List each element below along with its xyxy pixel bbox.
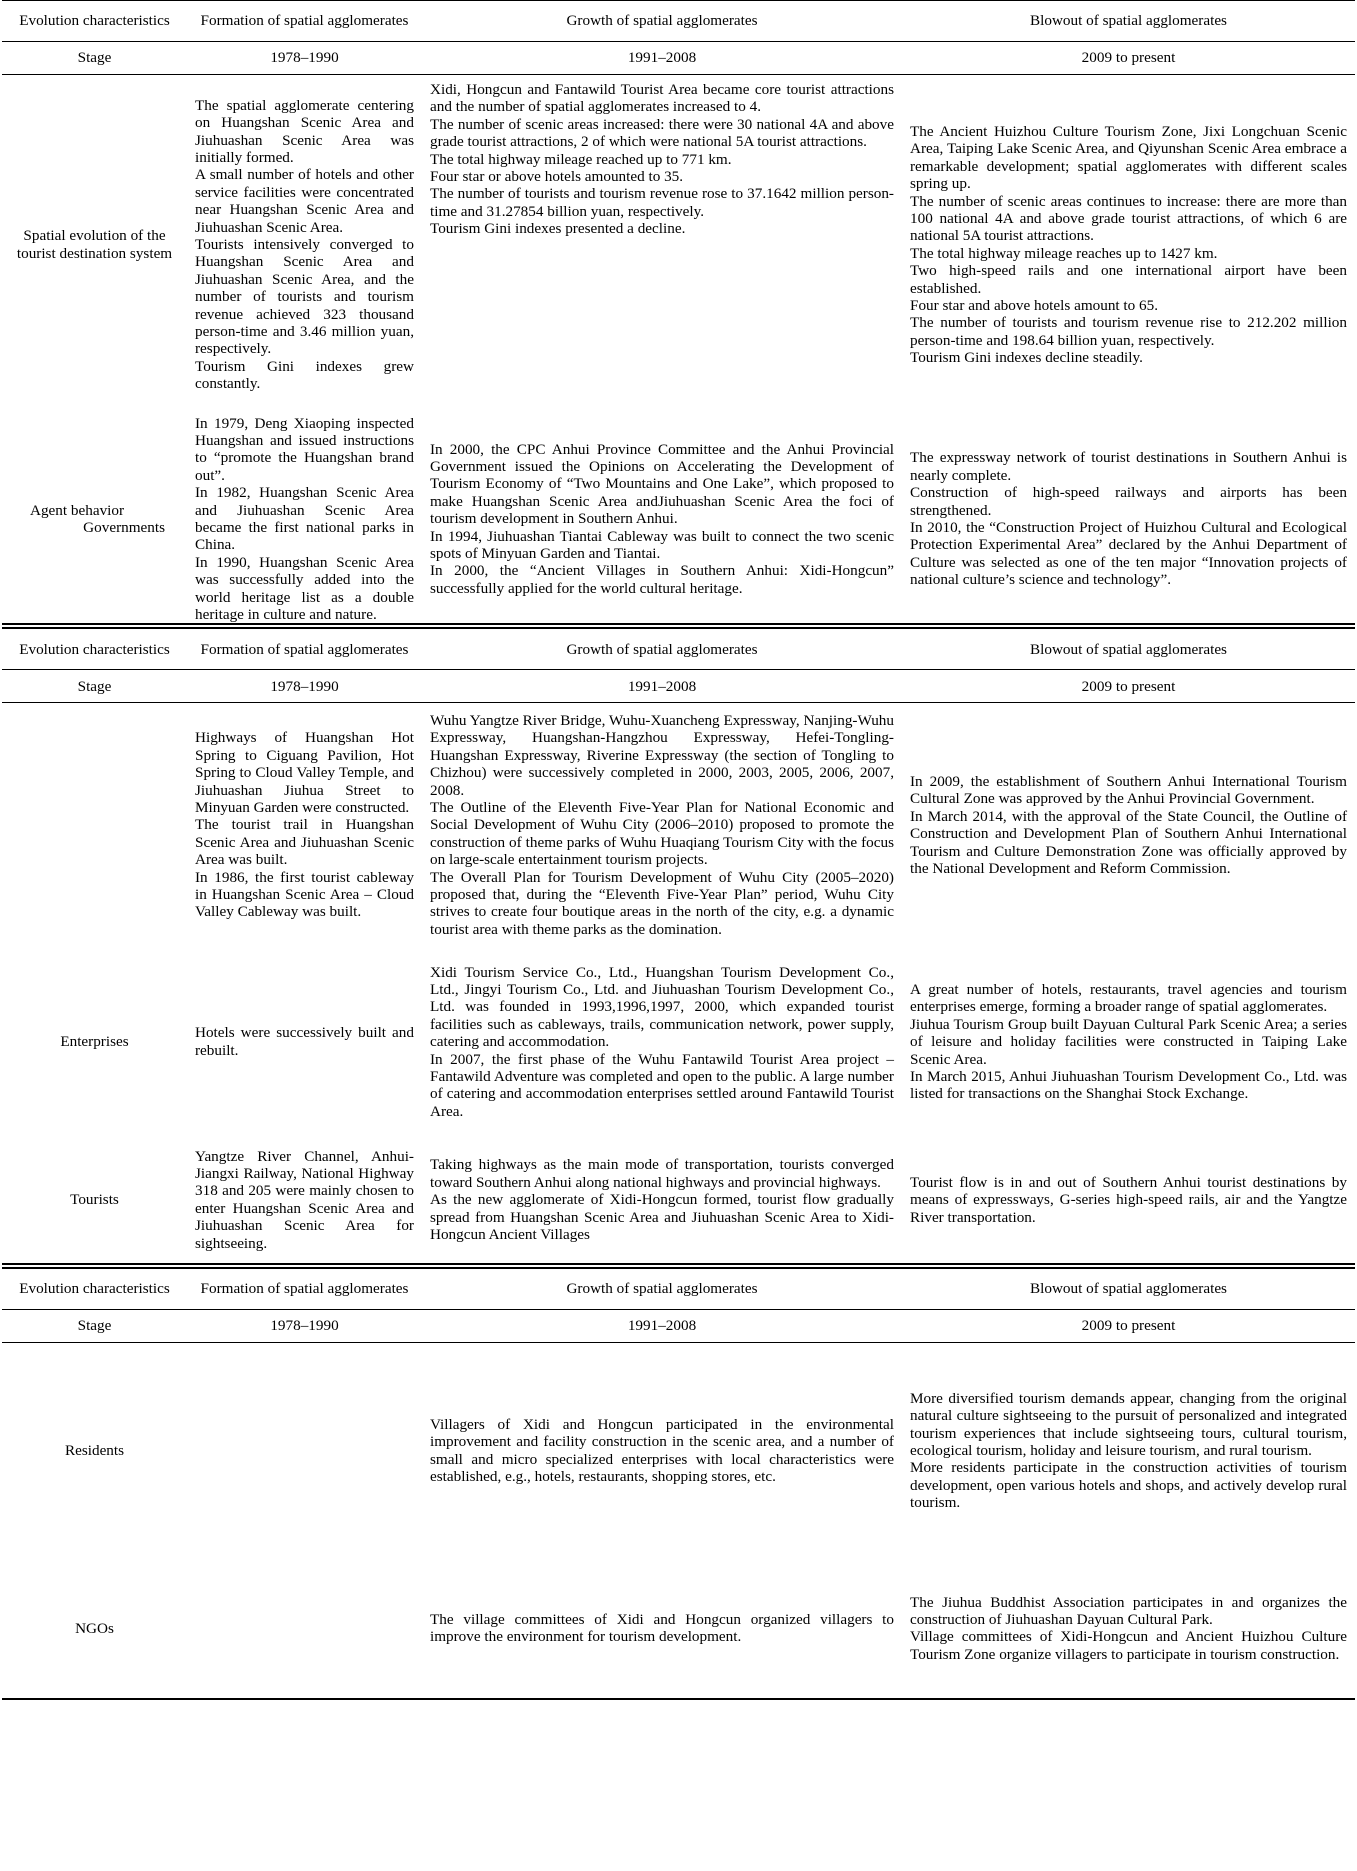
table-row-tourists xyxy=(2,1137,1355,1263)
stage-growth: 1991–2008 xyxy=(422,42,902,75)
cell-paragraph: In March 2015, Anhui Jiuhuashan Tourism Development Co., Ltd. was listed for transactions on the Shanghai Stock Exchange. xyxy=(910,1067,1347,1103)
table-row-governments-1 xyxy=(2,415,1355,624)
cell-ngo-blowout xyxy=(902,1558,1355,1698)
cell-paragraph: Two high-speed rails and one international airport have been established. xyxy=(910,262,1347,297)
cell-paragraph: Tourism Gini indexes presented a decline. xyxy=(430,220,686,238)
stage-label: Stage xyxy=(2,1309,187,1342)
table-part-2 xyxy=(2,627,1355,1265)
cell-paragraph: Tourism Gini indexes decline steadily. xyxy=(910,349,1143,367)
stage-formation: 1978–1990 xyxy=(187,670,422,703)
cell-gov-blowout-1 xyxy=(902,415,1355,624)
cell-paragraph: The number of scenic areas continues to increase: there are more than 100 national 4A and above grade tourist attractions, of which 6 are national 5A tourist attractions. xyxy=(910,192,1347,245)
cell-paragraph: A small number of hotels and other service facilities were concentrated near Huangshan Scenic Area and Jiuhuashan Scenic Area. xyxy=(195,166,414,236)
cell-paragraph: In 1994, Jiuhuashan Tiantai Cableway was built to connect the two scenic spots of Minyuan Garden and Tiantai. xyxy=(430,527,894,563)
cell-spatial-blowout xyxy=(902,75,1355,415)
header-growth: Growth of spatial agglomerates xyxy=(422,1268,902,1310)
row-label-ngos: NGOs xyxy=(75,1619,114,1637)
cell-paragraph: Four star and above hotels amount to 65. xyxy=(910,296,1159,314)
header-growth: Growth of spatial agglomerates xyxy=(422,628,902,670)
row-label-enterprises: Enterprises xyxy=(60,1033,129,1051)
cell-paragraph: The number of tourists and tourism revenue rose to 37.1642 million person-time and 31.27854 billion yuan, respectively. xyxy=(430,185,894,220)
stage-row xyxy=(2,1309,1355,1342)
table-header-row xyxy=(2,628,1355,670)
cell-paragraph: More residents participate in the construction activities of tourism development, open various hotels and shops, and actively develop rural tourism. xyxy=(910,1459,1347,1512)
cell-paragraph: In March 2014, with the approval of the State Council, the Outline of Construction and Development Plan of Southern Anhui International Tourism and Culture Demonstration Zone was officially approved by the National Development and Reform Commission. xyxy=(910,807,1347,877)
header-formation: Formation of spatial agglomerates xyxy=(187,1,422,42)
cell-res-blowout xyxy=(902,1342,1355,1558)
cell-paragraph: The total highway mileage reaches up to 1427 km. xyxy=(910,244,1218,262)
cell-paragraph: In 2007, the first phase of the Wuhu Fantawild Tourist Area project – Fantawild Adventure was completed and open to the public. A large number of catering and accommodation enterprises settled around Fantawild Tourist Area. xyxy=(430,1050,894,1120)
header-blowout: Blowout of spatial agglomerates xyxy=(902,628,1355,670)
header-blowout: Blowout of spatial agglomerates xyxy=(902,1,1355,42)
row-label-tourists: Tourists xyxy=(70,1191,119,1209)
stage-row xyxy=(2,670,1355,703)
cell-paragraph: In 1986, the first tourist cableway in Huangshan Scenic Area – Cloud Valley Cableway was built. xyxy=(195,868,414,921)
row-label-spatial: Spatial evolution of the tourist destination system xyxy=(16,227,173,262)
cell-paragraph: Wuhu Yangtze River Bridge, Wuhu-Xuancheng Expressway, Nanjing-Wuhu Expressway, Huangshan-Hangzhou Expressway, Hefei-Tongling-Huangshan Expressway, Riverine Expressway (the section of Tongling to Chizhou) were successively completed in 2000, 2003, 2005, 2006, 2007, 2008. xyxy=(430,711,894,799)
header-evolution: Evolution characteristics xyxy=(2,1,187,42)
cell-paragraph: The spatial agglomerate centering on Huangshan Scenic Area and Jiuhuashan Scenic Area was initially formed. xyxy=(195,96,414,167)
header-evolution: Evolution characteristics xyxy=(2,628,187,670)
stage-growth: 1991–2008 xyxy=(422,1309,902,1342)
cell-paragraph: Yangtze River Channel, Anhui-Jiangxi Railway, National Highway 318 and 205 were mainly chosen to enter Huangshan Scenic Area and Jiuhuashan Scenic Area for sightseeing. xyxy=(195,1147,414,1252)
cell-paragraph: Taking highways as the main mode of transportation, tourists converged toward Southern Anhui along national highways and provincial highways. xyxy=(430,1156,894,1191)
cell-paragraph: The total highway mileage reached up to 771 km. xyxy=(430,150,732,168)
cell-paragraph: Jiuhua Tourism Group built Dayuan Cultural Park Scenic Area; a series of leisure and holiday facilities were constructed in Taiping Lake Scenic Area. xyxy=(910,1015,1347,1068)
agent-behavior-label: Agent behavior xyxy=(30,501,125,519)
cell-ngo-growth xyxy=(422,1558,902,1698)
cell-paragraph: Villagers of Xidi and Hongcun participated in the environmental improvement and facility construction in the scenic area, and a number of small and micro specialized enterprises with local characteristics were established, e.g., hotels, restaurants, shopping stores, etc. xyxy=(430,1415,894,1486)
row-label-residents: Residents xyxy=(64,1441,125,1459)
cell-paragraph: Village committees of Xidi-Hongcun and Ancient Huizhou Culture Tourism Zone organize villagers to participate in tourism construction. xyxy=(910,1628,1347,1663)
header-blowout: Blowout of spatial agglomerates xyxy=(902,1268,1355,1310)
table-header-row xyxy=(2,1268,1355,1310)
cell-paragraph: In 2000, the CPC Anhui Province Committee and the Anhui Provincial Government issued the Opinions on Accelerating the Development of Tourism Economy of “Two Mountains and One Lake”, which proposed to make Huangshan Scenic Area andJiuhuashan Scenic Area the foci of tourism development in Southern Anhui. xyxy=(430,440,894,528)
cell-ngo-formation xyxy=(187,1558,422,1698)
cell-res-formation xyxy=(187,1342,422,1558)
cell-ent-growth xyxy=(422,947,902,1137)
table-part-1 xyxy=(2,0,1355,625)
stage-label: Stage xyxy=(2,670,187,703)
cell-paragraph: Hotels were successively built and rebuilt. xyxy=(195,1024,414,1059)
stage-label: Stage xyxy=(2,42,187,75)
table-row-enterprises xyxy=(2,947,1355,1137)
cell-paragraph: The village committees of Xidi and Hongcun organized villagers to improve the environment for tourism development. xyxy=(430,1610,894,1646)
cell-paragraph: As the new agglomerate of Xidi-Hongcun formed, tourist flow gradually spread from Huangshan Scenic Area and Jiuhuashan Scenic Area to Xidi-Hongcun Ancient Villages xyxy=(430,1191,894,1243)
stage-blowout: 2009 to present xyxy=(902,670,1355,703)
cell-paragraph: Xidi Tourism Service Co., Ltd., Huangshan Tourism Development Co., Ltd., Jingyi Tourism Co., Ltd. and Jiuhuashan Tourism Development Co., Ltd. was founded in 1993,1996,1997, 2000, which expanded tourist facilities such as cableways, trails, communication network, power supply, catering and accommodation. xyxy=(430,963,894,1051)
stage-blowout: 2009 to present xyxy=(902,1309,1355,1342)
table-row-residents xyxy=(2,1342,1355,1558)
cell-ent-blowout xyxy=(902,947,1355,1137)
table-row-governments-2 xyxy=(2,703,1355,947)
cell-paragraph: Tourist flow is in and out of Southern Anhui tourist destinations by means of expressways, G-series high-speed rails, air and the Yangtze River transportation. xyxy=(910,1173,1347,1226)
stage-blowout: 2009 to present xyxy=(902,42,1355,75)
header-evolution: Evolution characteristics xyxy=(2,1268,187,1310)
cell-paragraph: The number of tourists and tourism revenue rise to 212.202 million person-time and 198.64 billion yuan, respectively. xyxy=(910,314,1347,349)
cell-paragraph: The Outline of the Eleventh Five-Year Plan for National Economic and Social Development of Wuhu City (2006–2010) proposed to promote the construction of theme parks of Wuhu Huaqiang Tourism City with the focus on large-scale entertainment tourism projects. xyxy=(430,799,894,869)
cell-res-growth xyxy=(422,1342,902,1558)
header-formation: Formation of spatial agglomerates xyxy=(187,628,422,670)
cell-gov-growth-2 xyxy=(422,703,902,947)
governments-label: Governments xyxy=(83,518,165,536)
cell-tour-formation xyxy=(187,1137,422,1263)
cell-paragraph: The Overall Plan for Tourism Development of Wuhu City (2005–2020) proposed that, during the “Eleventh Five-Year Plan” period, Wuhu City strives to create four boutique areas in the north of the city, e.g. a dynamic tourist area with theme parks as the domination. xyxy=(430,868,894,938)
cell-paragraph: In 2009, the establishment of Southern Anhui International Tourism Cultural Zone was approved by the Anhui Provincial Government. xyxy=(910,772,1347,808)
header-growth: Growth of spatial agglomerates xyxy=(422,1,902,42)
stage-formation: 1978–1990 xyxy=(187,42,422,75)
cell-tour-blowout xyxy=(902,1137,1355,1263)
row-label-empty xyxy=(2,703,187,947)
cell-paragraph: In 1982, Huangshan Scenic Area and Jiuhuashan Scenic Area became the first national parks in China. xyxy=(195,484,414,554)
table-part-3 xyxy=(2,1267,1355,1701)
cell-paragraph: Construction of high-speed railways and airports has been strengthened. xyxy=(910,484,1347,519)
cell-paragraph: In 2000, the “Ancient Villages in Southern Anhui: Xidi-Hongcun” successfully applied for the world cultural heritage. xyxy=(430,562,894,597)
row-label-agent-governments xyxy=(2,415,187,624)
cell-paragraph: In 2010, the “Construction Project of Huizhou Cultural and Ecological Protection Experimental Area” declared by the Anhui Department of Culture was selected as one of the ten major “Innovation projects of national culture’s science and technology”. xyxy=(910,518,1347,589)
cell-paragraph: The Ancient Huizhou Culture Tourism Zone, Jixi Longchuan Scenic Area, Taiping Lake Scenic Area, and Qiyunshan Scenic Area embrace a remarkable development; spatial agglomerates with different scales spring up. xyxy=(910,122,1347,193)
cell-paragraph: Xidi, Hongcun and Fantawild Tourist Area became core tourist attractions and the number of spatial agglomerates increased to 4. xyxy=(430,81,894,116)
cell-gov-formation-1 xyxy=(187,415,422,624)
cell-paragraph: Four star or above hotels amounted to 35. xyxy=(430,168,684,186)
table-header-row xyxy=(2,1,1355,42)
cell-spatial-growth xyxy=(422,75,902,415)
cell-spatial-formation xyxy=(187,75,422,415)
cell-paragraph: A great number of hotels, restaurants, travel agencies and tourism enterprises emerge, forming a broader range of spatial agglomerates. xyxy=(910,980,1347,1016)
cell-gov-formation-2 xyxy=(187,703,422,947)
stage-growth: 1991–2008 xyxy=(422,670,902,703)
cell-paragraph: Tourists intensively converged to Huangshan Scenic Area and Jiuhuashan Scenic Area, and the number of tourists and tourism revenue achieved 323 thousand person-time and 3.46 million yuan, respectively. xyxy=(195,236,414,358)
stage-formation: 1978–1990 xyxy=(187,1309,422,1342)
cell-paragraph: The expressway network of tourist destinations in Southern Anhui is nearly complete. xyxy=(910,449,1347,484)
cell-paragraph: In 1990, Huangshan Scenic Area was successfully added into the world heritage list as a double heritage in culture and nature. xyxy=(195,553,414,623)
table-row-ngos xyxy=(2,1558,1355,1698)
cell-paragraph: The tourist trail in Huangshan Scenic Area and Jiuhuashan Scenic Area was built. xyxy=(195,816,414,869)
cell-tour-growth xyxy=(422,1137,902,1263)
stage-row xyxy=(2,42,1355,75)
table-row-spatial xyxy=(2,75,1355,415)
cell-paragraph: More diversified tourism demands appear, changing from the original natural culture sightseeing to the pursuit of personalized and integrated tourism experiences that include sightseeing tours, cultural tourism, ecological tourism, holiday and leisure tourism, and rural tourism. xyxy=(910,1389,1347,1459)
cell-ent-formation xyxy=(187,947,422,1137)
cell-gov-blowout-2 xyxy=(902,703,1355,947)
cell-paragraph: The Jiuhua Buddhist Association participates in and organizes the construction of Jiuhuashan Dayuan Cultural Park. xyxy=(910,1593,1347,1628)
cell-paragraph: Tourism Gini indexes grew constantly. xyxy=(195,357,414,393)
cell-paragraph: Highways of Huangshan Hot Spring to Ciguang Pavilion, Hot Spring to Cloud Valley Temple, and Jiuhuashan Jiuhua Street to Minyuan Garden were constructed. xyxy=(195,729,414,817)
cell-gov-growth-1 xyxy=(422,415,902,624)
cell-paragraph: The number of scenic areas increased: there were 30 national 4A and above grade tourist attractions, 2 of which were national 5A tourist attractions. xyxy=(430,115,894,151)
header-formation: Formation of spatial agglomerates xyxy=(187,1268,422,1310)
cell-paragraph: In 1979, Deng Xiaoping inspected Huangshan and issued instructions to “promote the Huangshan brand out”. xyxy=(195,414,414,484)
